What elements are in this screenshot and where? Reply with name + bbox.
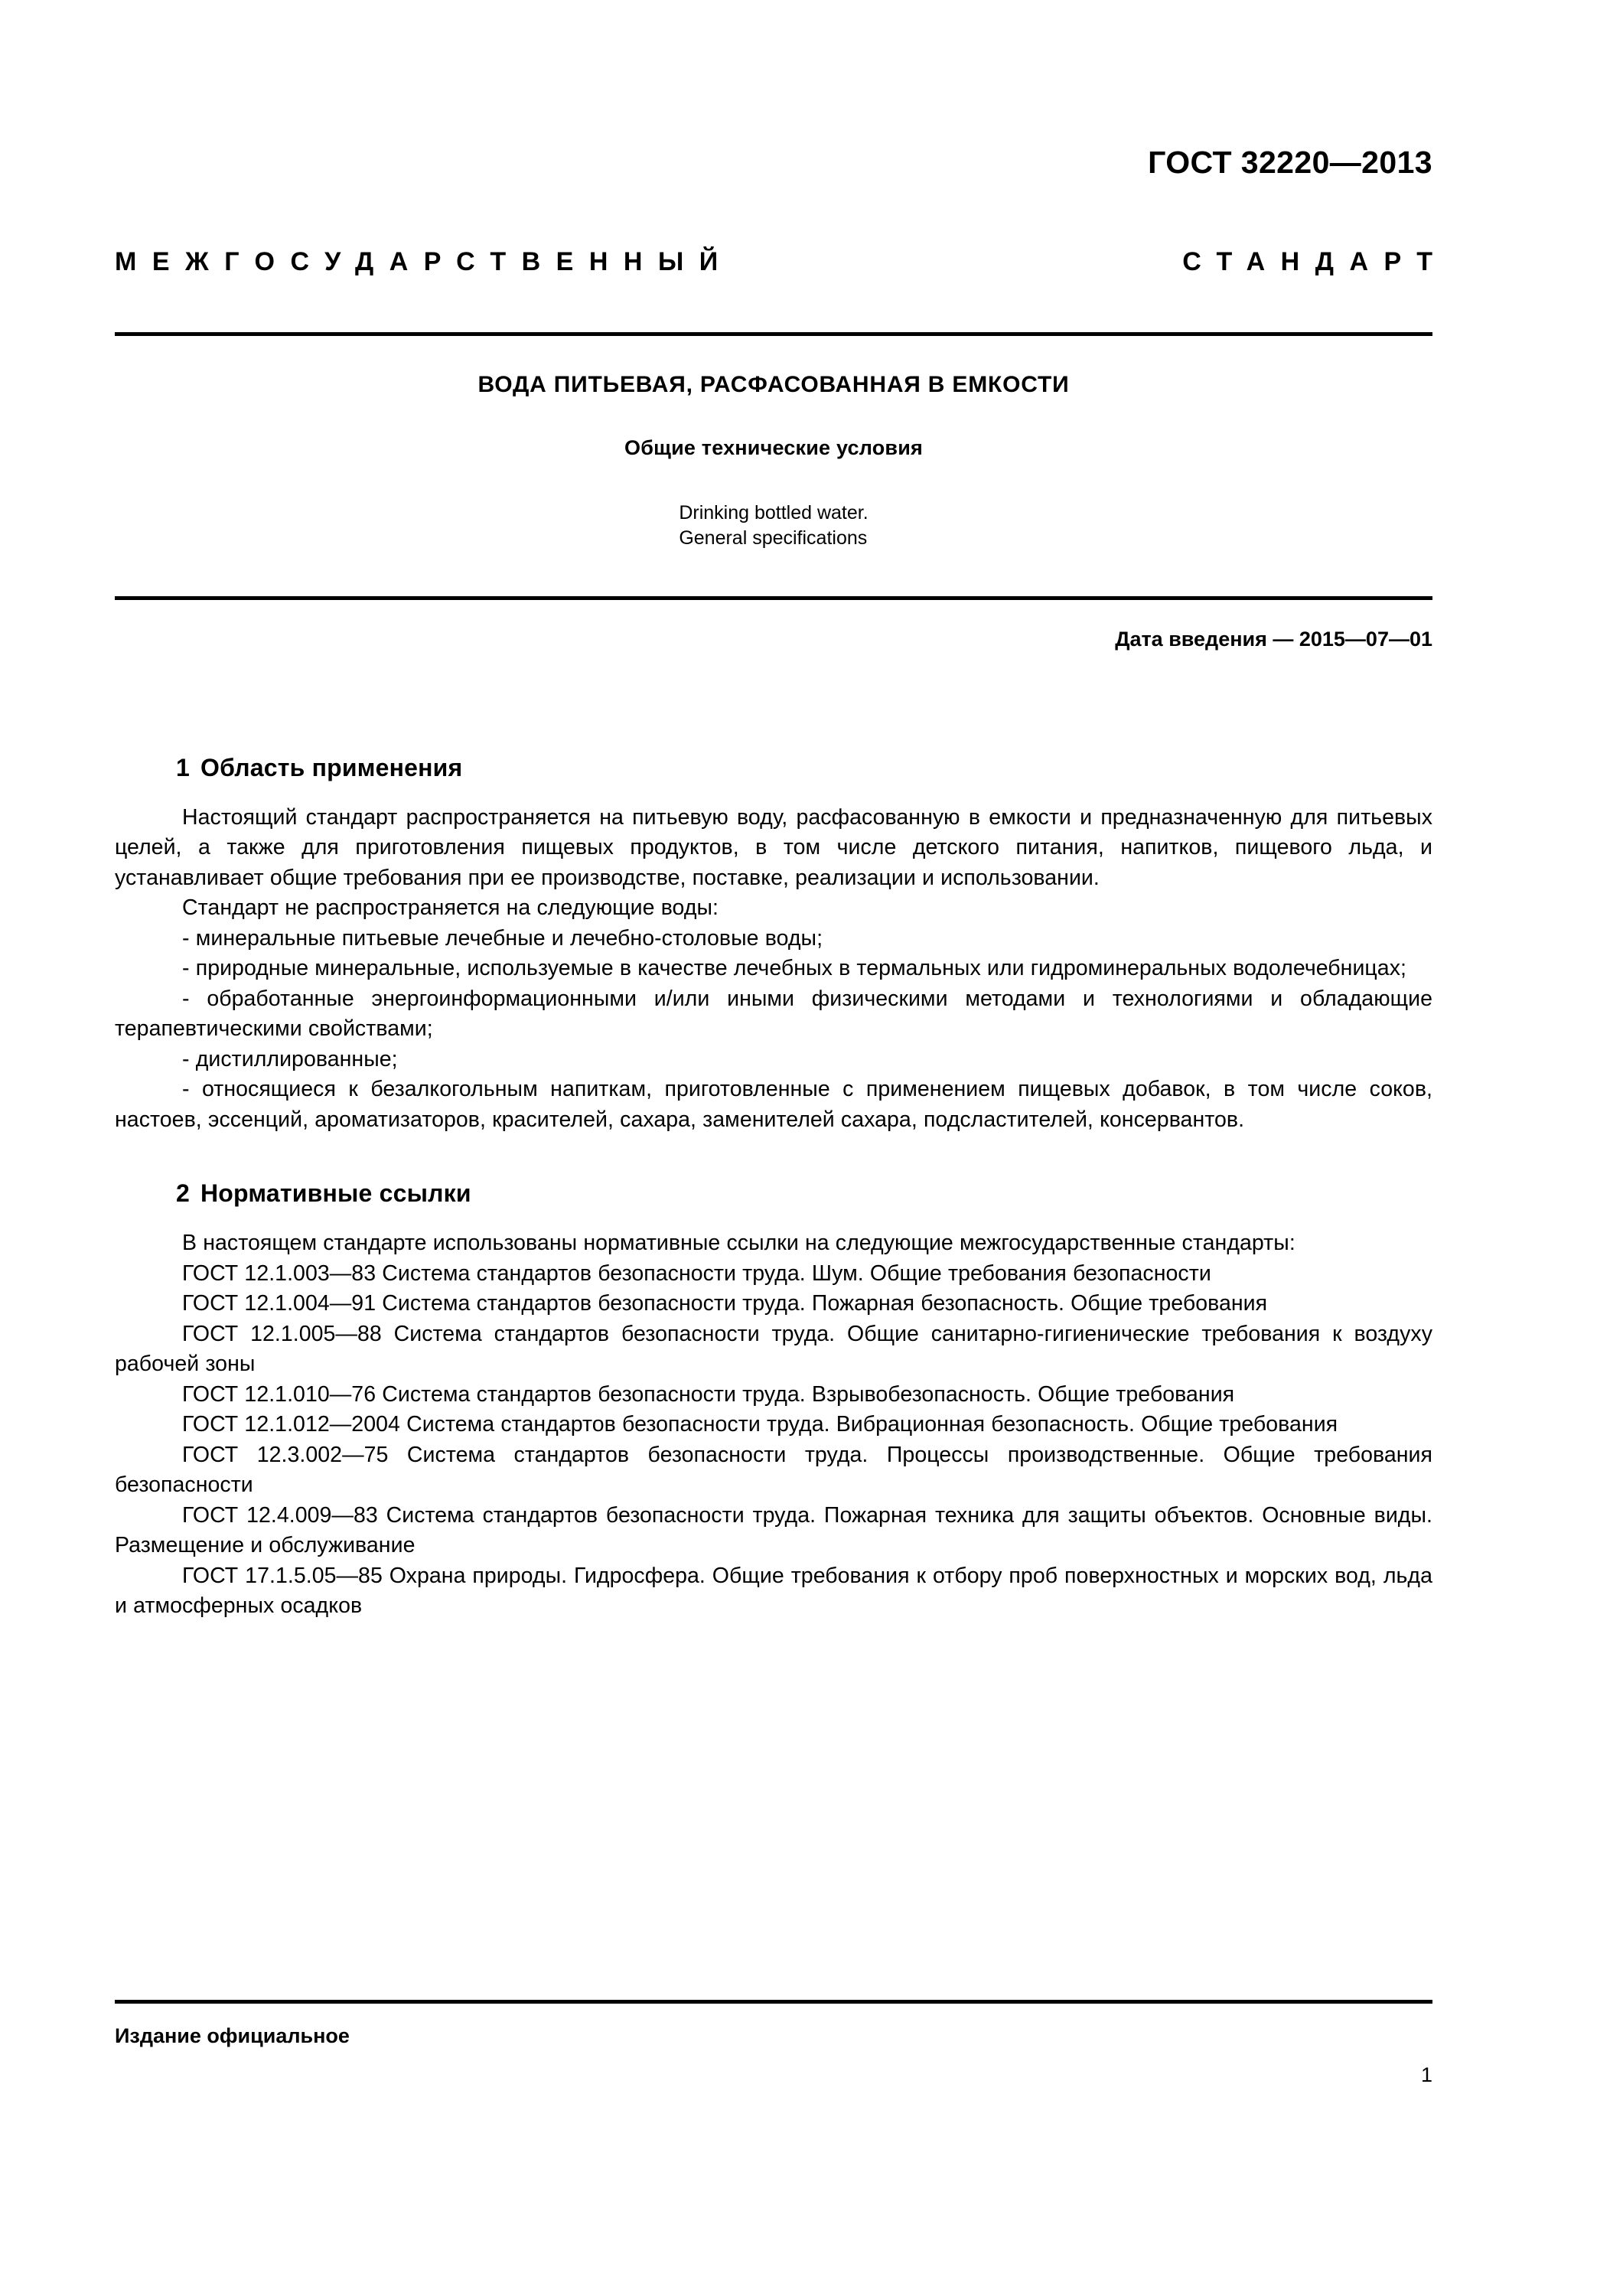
horizontal-rule-middle [115, 596, 1432, 600]
section-1-list-item-2: - природные минеральные, используемые в качестве лечебных в термальных или гидроминеральных водолечебницах; [182, 956, 1406, 981]
section-title-2: Нормативные ссылки [200, 1179, 471, 1208]
section-1-list-item-5: - относящиеся к безалкогольным напиткам, приготовленные с применением пищевых добавок, в том числе соков, настоев, эссенций, ароматизаторов, красителей, сахара, заменителей сахара, подсластителей, консервантов. [115, 1077, 1432, 1132]
horizontal-rule-top [115, 332, 1432, 336]
reference-gost-12-4-009: ГОСТ 12.4.009—83 Система стандартов безопасности труда. Пожарная техника для защиты объектов. Основные виды. Размещение и обслуживание [115, 1502, 1432, 1557]
document-title: ВОДА ПИТЬЕВАЯ, РАСФАСОВАННАЯ В ЕМКОСТИ [477, 372, 1070, 397]
reference-gost-12-1-004: ГОСТ 12.1.004—91 Система стандартов безопасности труда. Пожарная безопасность. Общие требования [182, 1291, 1268, 1316]
standard-type-line [115, 247, 1449, 276]
section-2-paragraph-intro: В настоящем стандарте использованы нормативные ссылки на следующие межгосударственные стандарты: [182, 1231, 1295, 1255]
document-title-english [115, 501, 1432, 551]
english-title-line-1: Drinking bottled water. [679, 502, 869, 523]
english-title-line-2: General specifications [679, 527, 868, 549]
section-number-2: 2 [176, 1179, 190, 1208]
reference-gost-17-1-5-05: ГОСТ 17.1.5.05—85 Охрана природы. Гидросфера. Общие требования к отбору проб поверхностных и морских вод, льда и атмосферных осадков [115, 1563, 1432, 1618]
section-1-paragraph-1: Настоящий стандарт распространяется на питьевую воду, расфасованную в емкости и предназначенную для питьевых целей, а также для приготовления пищевых продуктов, в том числе детского питания, напитков, пищевого льда, и устанавливает общие требования при ее производстве, поставке, реализации и использовании. [115, 804, 1432, 890]
document-body [115, 754, 1432, 1622]
reference-gost-12-1-012: ГОСТ 12.1.012—2004 Система стандартов безопасности труда. Вибрационная безопасность. Общие требования [182, 1412, 1338, 1437]
reference-gost-12-1-005: ГОСТ 12.1.005—88 Система стандартов безопасности труда. Общие санитарно-гигиенические требования к воздуху рабочей зоны [115, 1321, 1432, 1376]
section-1-list-item-4: - дистиллированные; [182, 1046, 398, 1071]
document-subtitle: Общие технические условия [624, 436, 923, 459]
standard-type-word-standard: СТАНДАРТ [1182, 247, 1449, 276]
date-of-introduction: Дата введения — 2015—07—01 [1115, 628, 1432, 651]
section-1-list-item-1: - минеральные питьевые лечебные и лечебно-столовые воды; [182, 925, 823, 951]
english-title-block [679, 501, 868, 551]
reference-gost-12-3-002: ГОСТ 12.3.002—75 Система стандартов безопасности труда. Процессы производственные. Общие требования безопасности [115, 1442, 1432, 1497]
section-heading-1 [115, 754, 1432, 783]
page-number: 1 [1420, 2063, 1432, 2086]
reference-gost-12-1-003: ГОСТ 12.1.003—83 Система стандартов безопасности труда. Шум. Общие требования безопасности [182, 1261, 1211, 1286]
section-1-paragraph-2: Стандарт не распространяется на следующие воды: [182, 895, 719, 921]
standard-type-word-interstate: МЕЖГОСУДАРСТВЕННЫЙ [115, 247, 734, 276]
horizontal-rule-bottom [115, 2000, 1432, 2004]
section-heading-2 [115, 1179, 1432, 1208]
standard-number: ГОСТ 32220—2013 [1148, 145, 1432, 180]
section-1-list-item-3: - обработанные энергоинформационными и/или иными физическими методами и технологиями и обладающие терапевтическими свойствами; [115, 986, 1432, 1042]
section-number-1: 1 [176, 754, 190, 781]
reference-gost-12-1-010: ГОСТ 12.1.010—76 Система стандартов безопасности труда. Взрывобезопасность. Общие требования [182, 1381, 1235, 1407]
official-edition-note: Издание официальное [115, 2024, 350, 2047]
section-title-1: Область применения [200, 754, 463, 781]
